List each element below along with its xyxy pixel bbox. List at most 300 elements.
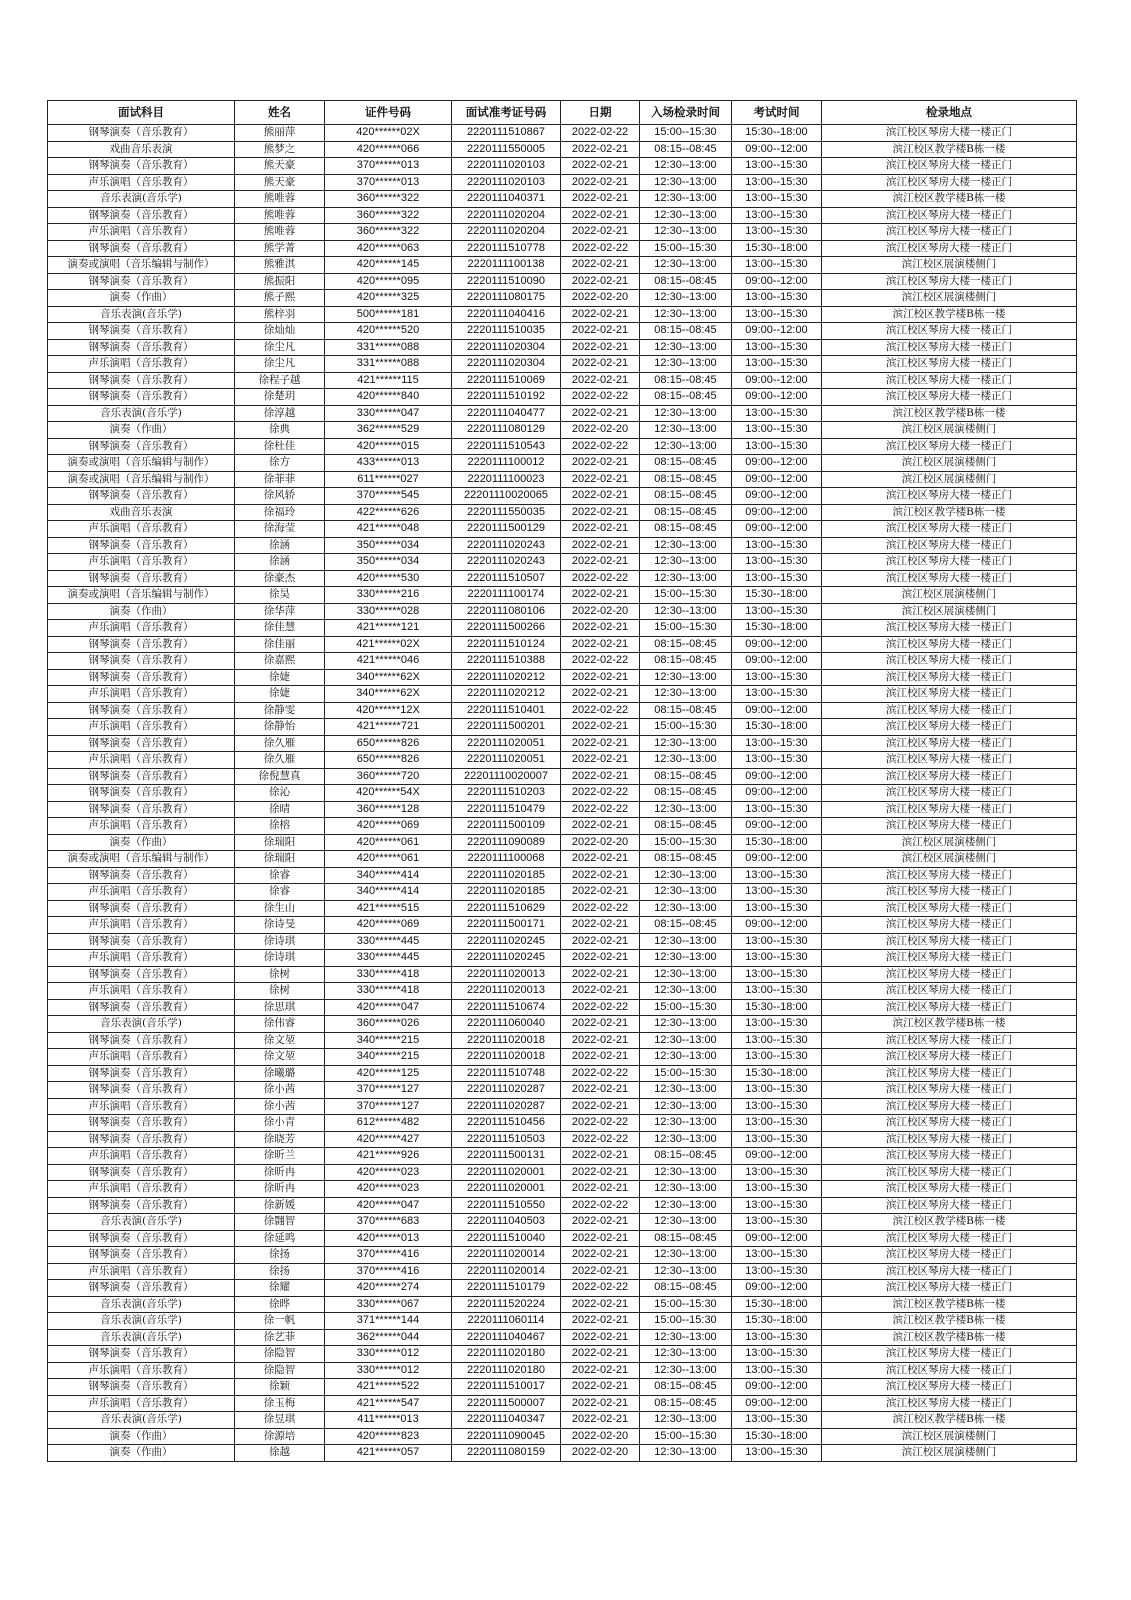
cell-checkin-time: 12:30--13:00: [640, 900, 732, 917]
cell-location: 滨江校区展演楼侧门: [822, 471, 1077, 488]
cell-date: 2022-02-22: [561, 438, 640, 455]
cell-admission-number: 2220111100068: [452, 851, 561, 868]
cell-location: 滨江校区教学楼B栋一楼: [822, 1214, 1077, 1231]
cell-exam-time: 09:00--12:00: [732, 818, 822, 835]
cell-exam-time: 13:00--15:30: [732, 933, 822, 950]
cell-subject: 钢琴演奏（音乐教育）: [48, 1115, 235, 1132]
cell-exam-time: 13:00--15:30: [732, 1362, 822, 1379]
cell-id-number: 420******840: [325, 389, 452, 406]
cell-location: 滨江校区琴房大楼一楼正门: [822, 669, 1077, 686]
cell-subject: 钢琴演奏（音乐教育）: [48, 702, 235, 719]
cell-date: 2022-02-21: [561, 620, 640, 637]
cell-exam-time: 13:00--15:30: [732, 1049, 822, 1066]
cell-exam-time: 13:00--15:30: [732, 1214, 822, 1231]
cell-checkin-time: 12:30--13:00: [640, 1247, 732, 1264]
cell-subject: 钢琴演奏（音乐教育）: [48, 273, 235, 290]
cell-exam-time: 13:00--15:30: [732, 438, 822, 455]
cell-date: 2022-02-21: [561, 537, 640, 554]
cell-exam-time: 15:30--18:00: [732, 587, 822, 604]
cell-subject: 声乐演唱（音乐教育）: [48, 884, 235, 901]
cell-date: 2022-02-21: [561, 686, 640, 703]
cell-location: 滨江校区琴房大楼一楼正门: [822, 207, 1077, 224]
cell-id-number: 330******012: [325, 1362, 452, 1379]
cell-id-number: 421******926: [325, 1148, 452, 1165]
cell-location: 滨江校区琴房大楼一楼正门: [822, 372, 1077, 389]
header-exam-time: 考试时间: [732, 101, 822, 125]
table-row: [48, 537, 1077, 554]
table-row: [48, 1395, 1077, 1412]
cell-admission-number: 2220111020051: [452, 752, 561, 769]
cell-subject: 声乐演唱（音乐教育）: [48, 1181, 235, 1198]
exam-schedule-table: [47, 100, 1077, 1462]
table-row: [48, 405, 1077, 422]
cell-id-number: 360******128: [325, 801, 452, 818]
cell-exam-time: 09:00--12:00: [732, 471, 822, 488]
table-row: [48, 1082, 1077, 1099]
cell-checkin-time: 12:30--13:00: [640, 1016, 732, 1033]
table-row: [48, 323, 1077, 340]
cell-exam-time: 13:00--15:30: [732, 686, 822, 703]
cell-id-number: 340******215: [325, 1049, 452, 1066]
cell-name: 徐瑞阳: [235, 834, 325, 851]
cell-id-number: 422******626: [325, 504, 452, 521]
cell-id-number: 420******023: [325, 1181, 452, 1198]
cell-exam-time: 13:00--15:30: [732, 158, 822, 175]
cell-id-number: 420******061: [325, 851, 452, 868]
cell-date: 2022-02-21: [561, 554, 640, 571]
cell-id-number: 340******414: [325, 867, 452, 884]
cell-location: 滨江校区琴房大楼一楼正门: [822, 999, 1077, 1016]
cell-exam-time: 09:00--12:00: [732, 521, 822, 538]
cell-admission-number: 2220111510503: [452, 1131, 561, 1148]
cell-exam-time: 13:00--15:30: [732, 900, 822, 917]
table-row: [48, 125, 1077, 142]
cell-date: 2022-02-22: [561, 240, 640, 257]
table-row: [48, 240, 1077, 257]
cell-date: 2022-02-22: [561, 125, 640, 142]
cell-id-number: 362******529: [325, 422, 452, 439]
cell-id-number: 420******095: [325, 273, 452, 290]
cell-date: 2022-02-21: [561, 1181, 640, 1198]
cell-name: 徐晔: [235, 1296, 325, 1313]
cell-date: 2022-02-22: [561, 389, 640, 406]
cell-date: 2022-02-22: [561, 999, 640, 1016]
cell-id-number: 433******013: [325, 455, 452, 472]
cell-subject: 音乐表演(音乐学): [48, 1329, 235, 1346]
cell-location: 滨江校区琴房大楼一楼正门: [822, 1181, 1077, 1198]
cell-name: 徐佳慧: [235, 620, 325, 637]
table-row: [48, 1016, 1077, 1033]
cell-location: 滨江校区教学楼B栋一楼: [822, 306, 1077, 323]
cell-location: 滨江校区琴房大楼一楼正门: [822, 1148, 1077, 1165]
cell-checkin-time: 08:15--08:45: [640, 702, 732, 719]
cell-name: 熊唯蓉: [235, 224, 325, 241]
cell-subject: 钢琴演奏（音乐教育）: [48, 488, 235, 505]
cell-admission-number: 2220111080106: [452, 603, 561, 620]
cell-subject: 钢琴演奏（音乐教育）: [48, 785, 235, 802]
cell-name: 徐涵: [235, 537, 325, 554]
cell-name: 熊天豪: [235, 174, 325, 191]
cell-name: 徐瑞阳: [235, 851, 325, 868]
cell-location: 滨江校区琴房大楼一楼正门: [822, 1197, 1077, 1214]
table-row: [48, 1379, 1077, 1396]
cell-name: 熊梦之: [235, 141, 325, 158]
cell-date: 2022-02-22: [561, 801, 640, 818]
cell-subject: 钢琴演奏（音乐教育）: [48, 669, 235, 686]
cell-subject: 钢琴演奏（音乐教育）: [48, 999, 235, 1016]
cell-checkin-time: 12:30--13:00: [640, 356, 732, 373]
cell-admission-number: 2220111020185: [452, 884, 561, 901]
cell-location: 滨江校区教学楼B栋一楼: [822, 191, 1077, 208]
cell-name: 徐生山: [235, 900, 325, 917]
cell-subject: 声乐演唱（音乐教育）: [48, 224, 235, 241]
cell-name: 熊学菁: [235, 240, 325, 257]
cell-date: 2022-02-21: [561, 669, 640, 686]
cell-name: 徐隐智: [235, 1346, 325, 1363]
cell-location: 滨江校区琴房大楼一楼正门: [822, 686, 1077, 703]
cell-exam-time: 15:30--18:00: [732, 1296, 822, 1313]
cell-subject: 钢琴演奏（音乐教育）: [48, 735, 235, 752]
cell-subject: 音乐表演(音乐学): [48, 1412, 235, 1429]
table-row: [48, 669, 1077, 686]
header-subject: 面试科目: [48, 101, 235, 125]
cell-subject: 钢琴演奏（音乐教育）: [48, 1280, 235, 1297]
cell-location: 滨江校区琴房大楼一楼正门: [822, 1098, 1077, 1115]
cell-location: 滨江校区琴房大楼一楼正门: [822, 1164, 1077, 1181]
cell-date: 2022-02-22: [561, 570, 640, 587]
cell-id-number: 421******121: [325, 620, 452, 637]
cell-date: 2022-02-21: [561, 1049, 640, 1066]
cell-checkin-time: 15:00--15:30: [640, 1428, 732, 1445]
table-row: [48, 933, 1077, 950]
cell-id-number: 330******028: [325, 603, 452, 620]
cell-checkin-time: 12:30--13:00: [640, 1197, 732, 1214]
table-row: [48, 1131, 1077, 1148]
table-row: [48, 1280, 1077, 1297]
cell-exam-time: 13:00--15:30: [732, 983, 822, 1000]
table-body: [48, 125, 1077, 1462]
cell-id-number: 350******034: [325, 537, 452, 554]
cell-id-number: 340******62X: [325, 669, 452, 686]
cell-admission-number: 2220111020304: [452, 356, 561, 373]
cell-id-number: 370******545: [325, 488, 452, 505]
table-row: [48, 174, 1077, 191]
cell-name: 徐尘凡: [235, 356, 325, 373]
table-row: [48, 801, 1077, 818]
table-row: [48, 620, 1077, 637]
cell-checkin-time: 12:30--13:00: [640, 554, 732, 571]
table-row: [48, 966, 1077, 983]
cell-checkin-time: 15:00--15:30: [640, 587, 732, 604]
cell-id-number: 360******322: [325, 224, 452, 241]
cell-exam-time: 13:00--15:30: [732, 1329, 822, 1346]
cell-admission-number: 2220111510479: [452, 801, 561, 818]
cell-exam-time: 13:00--15:30: [732, 1082, 822, 1099]
cell-subject: 演奏（作曲）: [48, 1428, 235, 1445]
cell-name: 徐源培: [235, 1428, 325, 1445]
cell-date: 2022-02-21: [561, 719, 640, 736]
table-row: [48, 834, 1077, 851]
cell-name: 徐树: [235, 966, 325, 983]
cell-subject: 戏曲音乐表演: [48, 504, 235, 521]
cell-location: 滨江校区琴房大楼一楼正门: [822, 884, 1077, 901]
cell-location: 滨江校区琴房大楼一楼正门: [822, 867, 1077, 884]
table-row: [48, 950, 1077, 967]
cell-exam-time: 13:00--15:30: [732, 1346, 822, 1363]
cell-name: 徐一帆: [235, 1313, 325, 1330]
table-row: [48, 1065, 1077, 1082]
cell-subject: 钢琴演奏（音乐教育）: [48, 1131, 235, 1148]
cell-checkin-time: 12:30--13:00: [640, 735, 732, 752]
cell-id-number: 370******127: [325, 1098, 452, 1115]
cell-id-number: 421******046: [325, 653, 452, 670]
cell-id-number: 350******034: [325, 554, 452, 571]
cell-admission-number: 2220111040477: [452, 405, 561, 422]
cell-location: 滨江校区教学楼B栋一楼: [822, 141, 1077, 158]
cell-checkin-time: 12:30--13:00: [640, 603, 732, 620]
cell-exam-time: 13:00--15:30: [732, 1098, 822, 1115]
cell-location: 滨江校区琴房大楼一楼正门: [822, 1049, 1077, 1066]
cell-subject: 演奏（作曲）: [48, 290, 235, 307]
table-row: [48, 1214, 1077, 1231]
cell-location: 滨江校区琴房大楼一楼正门: [822, 554, 1077, 571]
cell-id-number: 420******520: [325, 323, 452, 340]
cell-name: 徐新媛: [235, 1197, 325, 1214]
cell-location: 滨江校区琴房大楼一楼正门: [822, 339, 1077, 356]
cell-date: 2022-02-21: [561, 356, 640, 373]
cell-id-number: 370******416: [325, 1263, 452, 1280]
cell-location: 滨江校区琴房大楼一楼正门: [822, 966, 1077, 983]
cell-exam-time: 13:00--15:30: [732, 422, 822, 439]
table-row: [48, 1115, 1077, 1132]
cell-location: 滨江校区展演楼侧门: [822, 587, 1077, 604]
cell-checkin-time: 08:15--08:45: [640, 323, 732, 340]
table-row: [48, 735, 1077, 752]
cell-exam-time: 09:00--12:00: [732, 851, 822, 868]
cell-location: 滨江校区琴房大楼一楼正门: [822, 158, 1077, 175]
table-row: [48, 488, 1077, 505]
cell-name: 徐晓芳: [235, 1131, 325, 1148]
cell-name: 徐诗琪: [235, 933, 325, 950]
cell-date: 2022-02-21: [561, 917, 640, 934]
cell-date: 2022-02-21: [561, 339, 640, 356]
cell-checkin-time: 15:00--15:30: [640, 620, 732, 637]
cell-id-number: 650******826: [325, 752, 452, 769]
cell-date: 2022-02-21: [561, 1412, 640, 1429]
cell-id-number: 420******325: [325, 290, 452, 307]
cell-admission-number: 2220111510203: [452, 785, 561, 802]
table-row: [48, 158, 1077, 175]
cell-name: 徐延鸣: [235, 1230, 325, 1247]
cell-subject: 音乐表演(音乐学): [48, 306, 235, 323]
cell-location: 滨江校区琴房大楼一楼正门: [822, 636, 1077, 653]
cell-location: 滨江校区琴房大楼一楼正门: [822, 125, 1077, 142]
cell-exam-time: 13:00--15:30: [732, 801, 822, 818]
cell-checkin-time: 12:30--13:00: [640, 950, 732, 967]
cell-admission-number: 22201110020065: [452, 488, 561, 505]
cell-checkin-time: 12:30--13:00: [640, 983, 732, 1000]
cell-exam-time: 13:00--15:30: [732, 554, 822, 571]
cell-checkin-time: 12:30--13:00: [640, 884, 732, 901]
cell-checkin-time: 08:15--08:45: [640, 851, 732, 868]
cell-checkin-time: 08:15--08:45: [640, 389, 732, 406]
cell-admission-number: 2220111510035: [452, 323, 561, 340]
cell-location: 滨江校区琴房大楼一楼正门: [822, 521, 1077, 538]
cell-subject: 声乐演唱（音乐教育）: [48, 983, 235, 1000]
cell-admission-number: 2220111020013: [452, 966, 561, 983]
cell-checkin-time: 12:30--13:00: [640, 1181, 732, 1198]
cell-checkin-time: 12:30--13:00: [640, 1362, 732, 1379]
cell-location: 滨江校区教学楼B栋一楼: [822, 405, 1077, 422]
table-row: [48, 570, 1077, 587]
header-row: [48, 101, 1077, 125]
cell-exam-time: 13:00--15:30: [732, 1197, 822, 1214]
cell-subject: 声乐演唱（音乐教育）: [48, 1098, 235, 1115]
table-row: [48, 306, 1077, 323]
table-row: [48, 686, 1077, 703]
cell-location: 滨江校区展演楼侧门: [822, 603, 1077, 620]
table-row: [48, 455, 1077, 472]
cell-id-number: 420******145: [325, 257, 452, 274]
cell-date: 2022-02-20: [561, 1428, 640, 1445]
cell-checkin-time: 12:30--13:00: [640, 207, 732, 224]
table-row: [48, 752, 1077, 769]
cell-checkin-time: 08:15--08:45: [640, 471, 732, 488]
cell-checkin-time: 12:30--13:00: [640, 1115, 732, 1132]
cell-date: 2022-02-21: [561, 1032, 640, 1049]
cell-name: 徐树: [235, 983, 325, 1000]
cell-name: 徐风轿: [235, 488, 325, 505]
table-row: [48, 372, 1077, 389]
cell-admission-number: 2220111020018: [452, 1049, 561, 1066]
cell-location: 滨江校区琴房大楼一楼正门: [822, 1280, 1077, 1297]
cell-checkin-time: 08:15--08:45: [640, 273, 732, 290]
cell-admission-number: 2220111510778: [452, 240, 561, 257]
cell-location: 滨江校区琴房大楼一楼正门: [822, 1032, 1077, 1049]
cell-id-number: 420******023: [325, 1164, 452, 1181]
cell-date: 2022-02-20: [561, 290, 640, 307]
table-row: [48, 1445, 1077, 1462]
cell-location: 滨江校区琴房大楼一楼正门: [822, 620, 1077, 637]
cell-admission-number: 2220111500131: [452, 1148, 561, 1165]
table-row: [48, 438, 1077, 455]
cell-id-number: 330******445: [325, 933, 452, 950]
cell-name: 徐颖: [235, 1379, 325, 1396]
cell-admission-number: 2220111020212: [452, 669, 561, 686]
cell-exam-time: 13:00--15:30: [732, 752, 822, 769]
cell-admission-number: 2220111020018: [452, 1032, 561, 1049]
cell-subject: 声乐演唱（音乐教育）: [48, 686, 235, 703]
cell-id-number: 420******530: [325, 570, 452, 587]
cell-subject: 演奏或演唱（音乐编辑与制作）: [48, 455, 235, 472]
cell-checkin-time: 08:15--08:45: [640, 768, 732, 785]
cell-checkin-time: 12:30--13:00: [640, 174, 732, 191]
cell-checkin-time: 08:15--08:45: [640, 1230, 732, 1247]
header-admission-number: 面试准考证号码: [452, 101, 561, 125]
cell-id-number: 340******414: [325, 884, 452, 901]
cell-location: 滨江校区琴房大楼一楼正门: [822, 356, 1077, 373]
cell-checkin-time: 15:00--15:30: [640, 1313, 732, 1330]
cell-admission-number: 2220111020001: [452, 1164, 561, 1181]
cell-exam-time: 13:00--15:30: [732, 339, 822, 356]
table-row: [48, 257, 1077, 274]
cell-id-number: 330******418: [325, 966, 452, 983]
cell-exam-time: 13:00--15:30: [732, 603, 822, 620]
cell-admission-number: 2220111020304: [452, 339, 561, 356]
cell-exam-time: 09:00--12:00: [732, 917, 822, 934]
cell-name: 徐艺菲: [235, 1329, 325, 1346]
cell-name: 徐扬: [235, 1263, 325, 1280]
cell-checkin-time: 08:15--08:45: [640, 1379, 732, 1396]
cell-name: 徐菲菲: [235, 471, 325, 488]
table-row: [48, 653, 1077, 670]
cell-date: 2022-02-21: [561, 818, 640, 835]
cell-location: 滨江校区教学楼B栋一楼: [822, 1296, 1077, 1313]
cell-date: 2022-02-21: [561, 306, 640, 323]
cell-date: 2022-02-21: [561, 735, 640, 752]
cell-id-number: 330******418: [325, 983, 452, 1000]
cell-date: 2022-02-22: [561, 1131, 640, 1148]
cell-checkin-time: 08:15--08:45: [640, 818, 732, 835]
cell-date: 2022-02-22: [561, 900, 640, 917]
cell-admission-number: 2220111060040: [452, 1016, 561, 1033]
table-row: [48, 587, 1077, 604]
cell-date: 2022-02-21: [561, 587, 640, 604]
cell-id-number: 360******720: [325, 768, 452, 785]
cell-location: 滨江校区琴房大楼一楼正门: [822, 438, 1077, 455]
cell-date: 2022-02-21: [561, 141, 640, 158]
cell-subject: 声乐演唱（音乐教育）: [48, 521, 235, 538]
cell-name: 熊子熙: [235, 290, 325, 307]
cell-location: 滨江校区琴房大楼一楼正门: [822, 1082, 1077, 1099]
cell-admission-number: 2220111510507: [452, 570, 561, 587]
table-row: [48, 1296, 1077, 1313]
cell-date: 2022-02-21: [561, 323, 640, 340]
cell-subject: 钢琴演奏（音乐教育）: [48, 1379, 235, 1396]
cell-exam-time: 15:30--18:00: [732, 719, 822, 736]
cell-admission-number: 2220111020287: [452, 1098, 561, 1115]
cell-name: 熊梓羽: [235, 306, 325, 323]
cell-name: 徐伟睿: [235, 1016, 325, 1033]
cell-name: 徐嘉熙: [235, 653, 325, 670]
cell-id-number: 420******066: [325, 141, 452, 158]
cell-name: 熊雅淇: [235, 257, 325, 274]
cell-name: 徐翾智: [235, 1214, 325, 1231]
cell-exam-time: 13:00--15:30: [732, 207, 822, 224]
cell-subject: 音乐表演(音乐学): [48, 1016, 235, 1033]
table-row: [48, 818, 1077, 835]
cell-checkin-time: 12:30--13:00: [640, 570, 732, 587]
cell-date: 2022-02-22: [561, 1280, 640, 1297]
cell-name: 徐静雯: [235, 702, 325, 719]
cell-location: 滨江校区琴房大楼一楼正门: [822, 917, 1077, 934]
table-row: [48, 983, 1077, 1000]
cell-admission-number: 2220111510629: [452, 900, 561, 917]
table-row: [48, 867, 1077, 884]
table-row: [48, 273, 1077, 290]
cell-subject: 钢琴演奏（音乐教育）: [48, 240, 235, 257]
cell-checkin-time: 08:15--08:45: [640, 1395, 732, 1412]
cell-exam-time: 13:00--15:30: [732, 1032, 822, 1049]
cell-name: 徐久雁: [235, 735, 325, 752]
table-row: [48, 1263, 1077, 1280]
cell-admission-number: 2220111080175: [452, 290, 561, 307]
cell-admission-number: 2220111020243: [452, 554, 561, 571]
cell-exam-time: 09:00--12:00: [732, 636, 822, 653]
cell-checkin-time: 15:00--15:30: [640, 999, 732, 1016]
cell-id-number: 331******088: [325, 356, 452, 373]
cell-name: 徐曦璐: [235, 1065, 325, 1082]
